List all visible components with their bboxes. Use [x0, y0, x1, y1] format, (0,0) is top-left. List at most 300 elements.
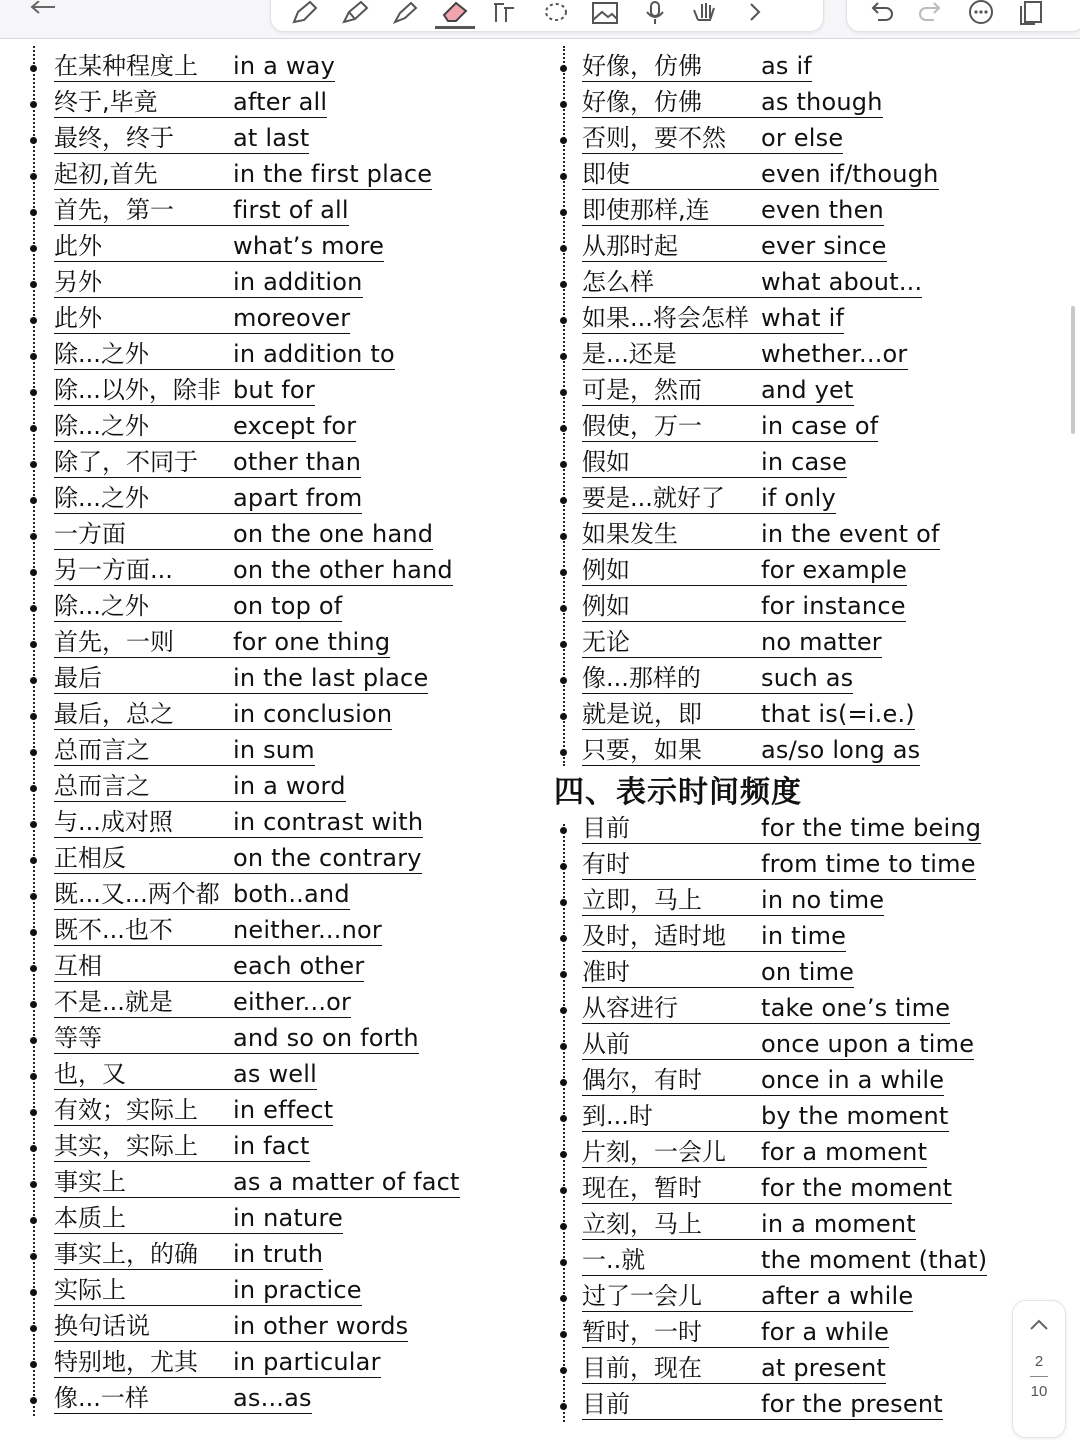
english-phrase: on the one hand — [233, 520, 434, 548]
eraser-tool[interactable] — [435, 0, 475, 29]
bullet-dot — [30, 1289, 37, 1296]
undo-icon — [866, 0, 896, 26]
list-item — [26, 838, 526, 874]
list-item — [26, 298, 526, 334]
bullet-dot — [560, 101, 567, 108]
list-item — [26, 658, 526, 694]
chinese-meaning: 总而言之 — [54, 735, 233, 766]
bullet-dot — [560, 971, 567, 978]
bullet-dot — [30, 713, 37, 720]
list-item — [26, 442, 526, 478]
chinese-meaning: 一方面 — [54, 519, 233, 550]
english-phrase: in the last place — [233, 664, 429, 692]
highlighter-tool[interactable] — [335, 0, 375, 27]
chinese-meaning: 除...之外 — [54, 411, 233, 442]
list-item — [556, 844, 996, 880]
english-phrase: what if — [761, 304, 845, 332]
bullet-dot — [30, 641, 37, 648]
bullet-dot — [560, 209, 567, 216]
list-item — [556, 1384, 996, 1420]
chinese-meaning: 要是...就好了 — [582, 483, 761, 514]
chinese-meaning: 偶尔，有时 — [582, 1065, 761, 1096]
chinese-meaning: 无论 — [582, 627, 761, 658]
english-phrase: that is(=i.e.) — [761, 700, 915, 728]
chinese-meaning: 目前 — [582, 1389, 761, 1420]
chinese-meaning: 一..就 — [582, 1245, 761, 1276]
english-phrase: on time — [761, 958, 855, 986]
back-arrow-icon — [27, 1, 57, 21]
bullet-dot — [560, 863, 567, 870]
pages-icon — [1016, 0, 1046, 26]
bullet-dot — [30, 461, 37, 468]
chinese-meaning: 如果...将会怎样 — [582, 303, 761, 334]
list-item — [26, 514, 526, 550]
chinese-meaning: 假如 — [582, 447, 761, 478]
chinese-meaning: 除...之外 — [54, 483, 233, 514]
english-phrase: in sum — [233, 736, 315, 764]
chinese-meaning: 此外 — [54, 303, 233, 334]
english-phrase: for the moment — [761, 1174, 953, 1202]
list-item — [556, 1060, 996, 1096]
english-phrase: in no time — [761, 886, 885, 914]
english-phrase: in addition — [233, 268, 363, 296]
bullet-dot — [560, 1295, 567, 1302]
english-phrase: on top of — [233, 592, 343, 620]
english-phrase: in contrast with — [233, 808, 424, 836]
bullet-dot — [30, 1253, 37, 1260]
english-phrase: in conclusion — [233, 700, 393, 728]
list-item — [26, 1306, 526, 1342]
chinese-meaning: 除了，不同于 — [54, 447, 233, 478]
hand-tool[interactable] — [685, 0, 725, 27]
english-phrase: in effect — [233, 1096, 334, 1124]
total-pages: 10 — [1030, 1383, 1048, 1400]
english-phrase: ever since — [761, 232, 887, 260]
bullet-dot — [560, 1115, 567, 1122]
english-phrase: even if/though — [761, 160, 939, 188]
chinese-meaning: 实际上 — [54, 1275, 233, 1306]
english-phrase: what’s more — [233, 232, 385, 260]
bullet-dot — [30, 821, 37, 828]
chinese-meaning: 从容进行 — [582, 993, 761, 1024]
chinese-meaning: 及时，适时地 — [582, 921, 761, 952]
chinese-meaning: 起初,首先 — [54, 159, 233, 190]
list-item — [556, 1204, 996, 1240]
bullet-dot — [560, 713, 567, 720]
bullet-dot — [30, 1145, 37, 1152]
chinese-meaning: 好像，仿佛 — [582, 87, 761, 118]
chinese-meaning: 好像，仿佛 — [582, 51, 761, 82]
list-item — [26, 226, 526, 262]
list-item — [556, 952, 996, 988]
text-icon — [490, 0, 520, 26]
english-phrase: first of all — [233, 196, 349, 224]
bullet-dot — [560, 137, 567, 144]
bullet-dot — [30, 497, 37, 504]
list-item — [556, 1348, 996, 1384]
english-phrase: in fact — [233, 1132, 310, 1160]
list-item — [556, 442, 996, 478]
list-item — [26, 946, 526, 982]
undo-button[interactable] — [861, 0, 901, 27]
list-item — [26, 154, 526, 190]
english-phrase: both..and — [233, 880, 350, 908]
list-item — [556, 622, 996, 658]
list-item — [26, 1378, 526, 1414]
list-item — [26, 802, 526, 838]
marker-tool[interactable] — [385, 0, 425, 27]
bullet-dot — [560, 935, 567, 942]
chinese-meaning: 目前，现在 — [582, 1353, 761, 1384]
bullet-dot — [560, 641, 567, 648]
chinese-meaning: 怎么样 — [582, 267, 761, 298]
bullet-dot — [560, 317, 567, 324]
chevron-right-icon — [740, 0, 770, 26]
bullet-dot — [560, 1367, 567, 1374]
chinese-meaning: 像...一样 — [54, 1383, 233, 1414]
bullet-dot — [30, 389, 37, 396]
chinese-meaning: 除...之外 — [54, 339, 233, 370]
more-icon — [966, 0, 996, 26]
redo-button[interactable] — [911, 0, 951, 27]
page-separator — [1030, 1376, 1048, 1377]
bullet-dot — [560, 1151, 567, 1158]
drawing-tools — [270, 0, 824, 32]
bullet-dot — [560, 1223, 567, 1230]
list-item — [556, 550, 996, 586]
chinese-meaning: 立刻，马上 — [582, 1209, 761, 1240]
bullet-dot — [30, 569, 37, 576]
english-phrase: as well — [233, 1060, 317, 1088]
english-phrase: for a moment — [761, 1138, 928, 1166]
bullet-dot — [30, 605, 37, 612]
english-phrase: each other — [233, 952, 365, 980]
image-icon — [590, 0, 620, 26]
pen-tool[interactable] — [285, 0, 325, 27]
phrase-list-left — [26, 46, 526, 1414]
list-item — [556, 118, 996, 154]
bullet-dot — [30, 1001, 37, 1008]
chinese-meaning: 另外 — [54, 267, 233, 298]
list-item — [556, 586, 996, 622]
chinese-meaning: 现在，暂时 — [582, 1173, 761, 1204]
english-phrase: whether...or — [761, 340, 908, 368]
chinese-meaning: 最后 — [54, 663, 233, 694]
list-item — [26, 1342, 526, 1378]
chinese-meaning: 即使 — [582, 159, 761, 190]
list-item — [556, 880, 996, 916]
list-item — [556, 370, 996, 406]
bullet-dot — [30, 785, 37, 792]
chinese-meaning: 总而言之 — [54, 771, 233, 802]
bullet-dot — [560, 1187, 567, 1194]
list-item — [26, 766, 526, 802]
chinese-meaning: 特别地，尤其 — [54, 1347, 233, 1378]
list-item — [26, 1198, 526, 1234]
chinese-meaning: 首先，一则 — [54, 627, 233, 658]
chinese-meaning: 其实，实际上 — [54, 1131, 233, 1162]
phrase-list-right — [556, 46, 996, 766]
english-phrase: neither...nor — [233, 916, 382, 944]
english-phrase: by the moment — [761, 1102, 949, 1130]
current-page: 2 — [1034, 1353, 1044, 1370]
english-phrase: in addition to — [233, 340, 395, 368]
english-phrase: moreover — [233, 304, 351, 332]
pages-button[interactable] — [1011, 0, 1051, 27]
chinese-meaning: 立即，马上 — [582, 885, 761, 916]
english-phrase: on the other hand — [233, 556, 453, 584]
list-item — [26, 1018, 526, 1054]
chinese-meaning: 换句话说 — [54, 1311, 233, 1342]
chinese-meaning: 在某种程度上 — [54, 51, 233, 82]
list-item — [556, 226, 996, 262]
english-phrase: as though — [761, 88, 883, 116]
list-item — [556, 478, 996, 514]
chinese-meaning: 最后，总之 — [54, 699, 233, 730]
chinese-meaning: 事实上，的确 — [54, 1239, 233, 1270]
list-item — [556, 1024, 996, 1060]
chinese-meaning: 准时 — [582, 957, 761, 988]
bullet-dot — [30, 677, 37, 684]
english-phrase: for the time being — [761, 814, 982, 842]
english-phrase: from time to time — [761, 850, 976, 878]
chinese-meaning: 暂时，一时 — [582, 1317, 761, 1348]
chinese-meaning: 正相反 — [54, 843, 233, 874]
chinese-meaning: 此外 — [54, 231, 233, 262]
chinese-meaning: 片刻，一会儿 — [582, 1137, 761, 1168]
bullet-dot — [560, 1007, 567, 1014]
chinese-meaning: 如果发生 — [582, 519, 761, 550]
chinese-meaning: 也，又 — [54, 1059, 233, 1090]
chinese-meaning: 只要，如果 — [582, 735, 761, 766]
eraser-icon — [440, 0, 470, 25]
english-phrase: for the present — [761, 1390, 943, 1418]
bullet-dot — [30, 281, 37, 288]
bullet-dot — [560, 245, 567, 252]
english-phrase: at present — [761, 1354, 886, 1382]
bullet-dot — [560, 749, 567, 756]
chinese-meaning: 可是，然而 — [582, 375, 761, 406]
bullet-dot — [560, 173, 567, 180]
chinese-meaning: 另一方面... — [54, 555, 233, 586]
list-item — [26, 1054, 526, 1090]
list-item — [26, 910, 526, 946]
english-phrase: in the first place — [233, 160, 433, 188]
list-item — [26, 370, 526, 406]
list-item — [26, 82, 526, 118]
list-item — [26, 478, 526, 514]
chinese-meaning: 例如 — [582, 555, 761, 586]
list-item — [556, 988, 996, 1024]
bullet-dot — [560, 1403, 567, 1410]
bullet-dot — [30, 173, 37, 180]
chinese-meaning: 目前 — [582, 813, 761, 844]
list-item — [26, 874, 526, 910]
bullet-dot — [30, 1073, 37, 1080]
bullet-dot — [30, 533, 37, 540]
english-phrase: other than — [233, 448, 362, 476]
lasso-tool[interactable] — [535, 0, 575, 27]
chinese-meaning: 到...时 — [582, 1101, 761, 1132]
bullet-dot — [560, 569, 567, 576]
bullet-dot — [30, 1361, 37, 1368]
chinese-meaning: 是...还是 — [582, 339, 761, 370]
bullet-dot — [560, 389, 567, 396]
chinese-meaning: 最终，终于 — [54, 123, 233, 154]
chinese-meaning: 首先，第一 — [54, 195, 233, 226]
english-phrase: in particular — [233, 1348, 381, 1376]
hand-icon — [690, 0, 720, 26]
english-phrase: after a while — [761, 1282, 914, 1310]
chinese-meaning: 即使那样,连 — [582, 195, 761, 226]
text-tool[interactable] — [485, 0, 525, 27]
microphone-tool[interactable] — [635, 0, 675, 27]
chinese-meaning: 既...又...两个都 — [54, 879, 233, 910]
bullet-dot — [560, 605, 567, 612]
bullet-dot — [30, 425, 37, 432]
english-phrase: in a word — [233, 772, 346, 800]
english-phrase: even then — [761, 196, 884, 224]
bullet-dot — [30, 1217, 37, 1224]
chinese-meaning: 有效；实际上 — [54, 1095, 233, 1126]
english-phrase: as/so long as — [761, 736, 921, 764]
scrollbar[interactable] — [1071, 306, 1075, 434]
lasso-icon — [540, 0, 570, 26]
english-phrase: in time — [761, 922, 847, 950]
page-navigator — [1012, 1300, 1066, 1438]
english-phrase: in other words — [233, 1312, 409, 1340]
bullet-dot — [30, 1325, 37, 1332]
list-item — [26, 622, 526, 658]
bullet-dot — [30, 929, 37, 936]
bullet-dot — [560, 353, 567, 360]
list-item — [26, 118, 526, 154]
english-phrase: for a while — [761, 1318, 890, 1346]
list-item — [26, 550, 526, 586]
list-item — [26, 982, 526, 1018]
list-item — [556, 916, 996, 952]
list-item — [26, 730, 526, 766]
list-item — [26, 190, 526, 226]
list-item — [556, 298, 996, 334]
bullet-dot — [30, 101, 37, 108]
section-heading: 四、表示时间频度 — [554, 775, 802, 810]
bullet-dot — [560, 827, 567, 834]
redo-icon — [916, 0, 946, 26]
list-item — [556, 154, 996, 190]
list-item — [556, 730, 996, 766]
list-item — [556, 1132, 996, 1168]
chinese-meaning: 等等 — [54, 1023, 233, 1054]
list-item — [556, 1240, 996, 1276]
back-button[interactable] — [14, 0, 70, 22]
list-item — [556, 262, 996, 298]
list-item — [556, 82, 996, 118]
chinese-meaning: 就是说，即 — [582, 699, 761, 730]
english-phrase: after all — [233, 88, 328, 116]
list-item — [26, 1090, 526, 1126]
chinese-meaning: 既不...也不 — [54, 915, 233, 946]
bullet-dot — [30, 749, 37, 756]
list-item — [26, 46, 526, 82]
english-phrase: in the event of — [761, 520, 940, 548]
list-item — [556, 1096, 996, 1132]
bullet-dot — [30, 209, 37, 216]
bullet-dot — [560, 65, 567, 72]
marker-icon — [390, 0, 420, 26]
bullet-dot — [560, 281, 567, 288]
toolbar — [0, 0, 1080, 39]
english-phrase: in truth — [233, 1240, 324, 1268]
chinese-meaning: 不是...就是 — [54, 987, 233, 1018]
bullet-dot — [30, 1181, 37, 1188]
list-item — [556, 1312, 996, 1348]
english-phrase: in a moment — [761, 1210, 916, 1238]
bullet-dot — [560, 1079, 567, 1086]
chinese-meaning: 像...那样的 — [582, 663, 761, 694]
chinese-meaning: 从那时起 — [582, 231, 761, 262]
list-item — [26, 586, 526, 622]
english-phrase: such as — [761, 664, 854, 692]
chinese-meaning: 有时 — [582, 849, 761, 880]
english-phrase: no matter — [761, 628, 882, 656]
bullet-dot — [560, 461, 567, 468]
phrase-list-time — [556, 808, 996, 1420]
english-phrase: take one’s time — [761, 994, 951, 1022]
image-tool[interactable] — [585, 0, 625, 27]
english-phrase: either...or — [233, 988, 352, 1016]
chevron-up-icon[interactable] — [1026, 1315, 1052, 1335]
list-item — [556, 406, 996, 442]
list-item — [556, 658, 996, 694]
more-button[interactable] — [961, 0, 1001, 27]
english-phrase: once upon a time — [761, 1030, 975, 1058]
chinese-meaning: 本质上 — [54, 1203, 233, 1234]
english-phrase: for example — [761, 556, 908, 584]
bullet-dot — [560, 1331, 567, 1338]
bullet-dot — [30, 353, 37, 360]
more-tools-button[interactable] — [735, 0, 775, 27]
bullet-dot — [30, 965, 37, 972]
list-item — [556, 334, 996, 370]
list-item — [556, 808, 996, 844]
english-phrase: or else — [761, 124, 844, 152]
bullet-dot — [560, 899, 567, 906]
chinese-meaning: 除...以外，除非 — [54, 375, 233, 406]
microphone-icon — [640, 0, 670, 26]
english-phrase: what about... — [761, 268, 923, 296]
bullet-dot — [30, 893, 37, 900]
english-phrase: in case of — [761, 412, 879, 440]
english-phrase: except for — [233, 412, 357, 440]
list-item — [26, 334, 526, 370]
chinese-meaning: 过了一会儿 — [582, 1281, 761, 1312]
list-item — [556, 514, 996, 550]
list-item — [26, 262, 526, 298]
chinese-meaning: 除...之外 — [54, 591, 233, 622]
list-item — [26, 1162, 526, 1198]
english-phrase: for instance — [761, 592, 906, 620]
english-phrase: in nature — [233, 1204, 343, 1232]
bullet-dot — [560, 533, 567, 540]
english-phrase: apart from — [233, 484, 363, 512]
bullet-dot — [560, 1043, 567, 1050]
list-item — [26, 1270, 526, 1306]
pen-icon — [290, 0, 320, 26]
english-phrase: for one thing — [233, 628, 391, 656]
english-phrase: but for — [233, 376, 315, 404]
list-item — [556, 190, 996, 226]
